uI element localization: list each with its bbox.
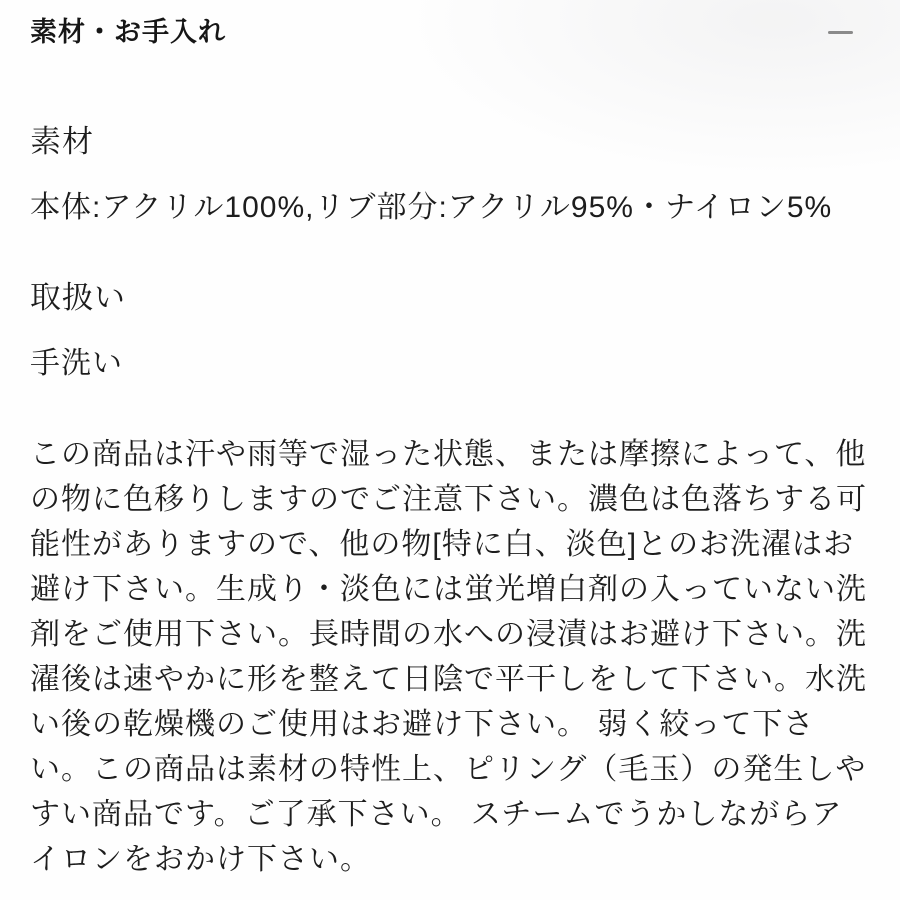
handling-heading: 取扱い <box>30 280 126 315</box>
minus-icon[interactable] <box>828 31 853 34</box>
material-heading: 素材 <box>30 124 94 159</box>
section-title: 素材・お手入れ <box>30 17 226 47</box>
accordion-header[interactable] <box>30 0 870 50</box>
care-note: この商品は汗や雨等で湿った状態、または摩擦によって、他の物に色移りしますのでご注意下さい。濃色は色落ちする可能性がありますので、他の物[特に白、淡色]とのお洗濯はお避け下さい。生成り・淡色には蛍光増白剤の入っていない洗剤をご使用下さい。長時間の水への浸漬はお避け下さい。洗濯後は速やかに形を整えて日陰で平干しをして下さい。水洗い後の乾燥機のご使用はお避け下さい。 弱く絞って下さい。この商品は素材の特性上、ピリング（毛玉）の発生しやすい商品です。ご了承下さい。 スチームでうかしながらアイロンをおかけ下さい。 <box>30 438 867 876</box>
material-value: 本体:アクリル100%,リブ部分:アクリル95%・ナイロン5% <box>30 191 833 224</box>
handling-value: 手洗い <box>30 347 123 380</box>
